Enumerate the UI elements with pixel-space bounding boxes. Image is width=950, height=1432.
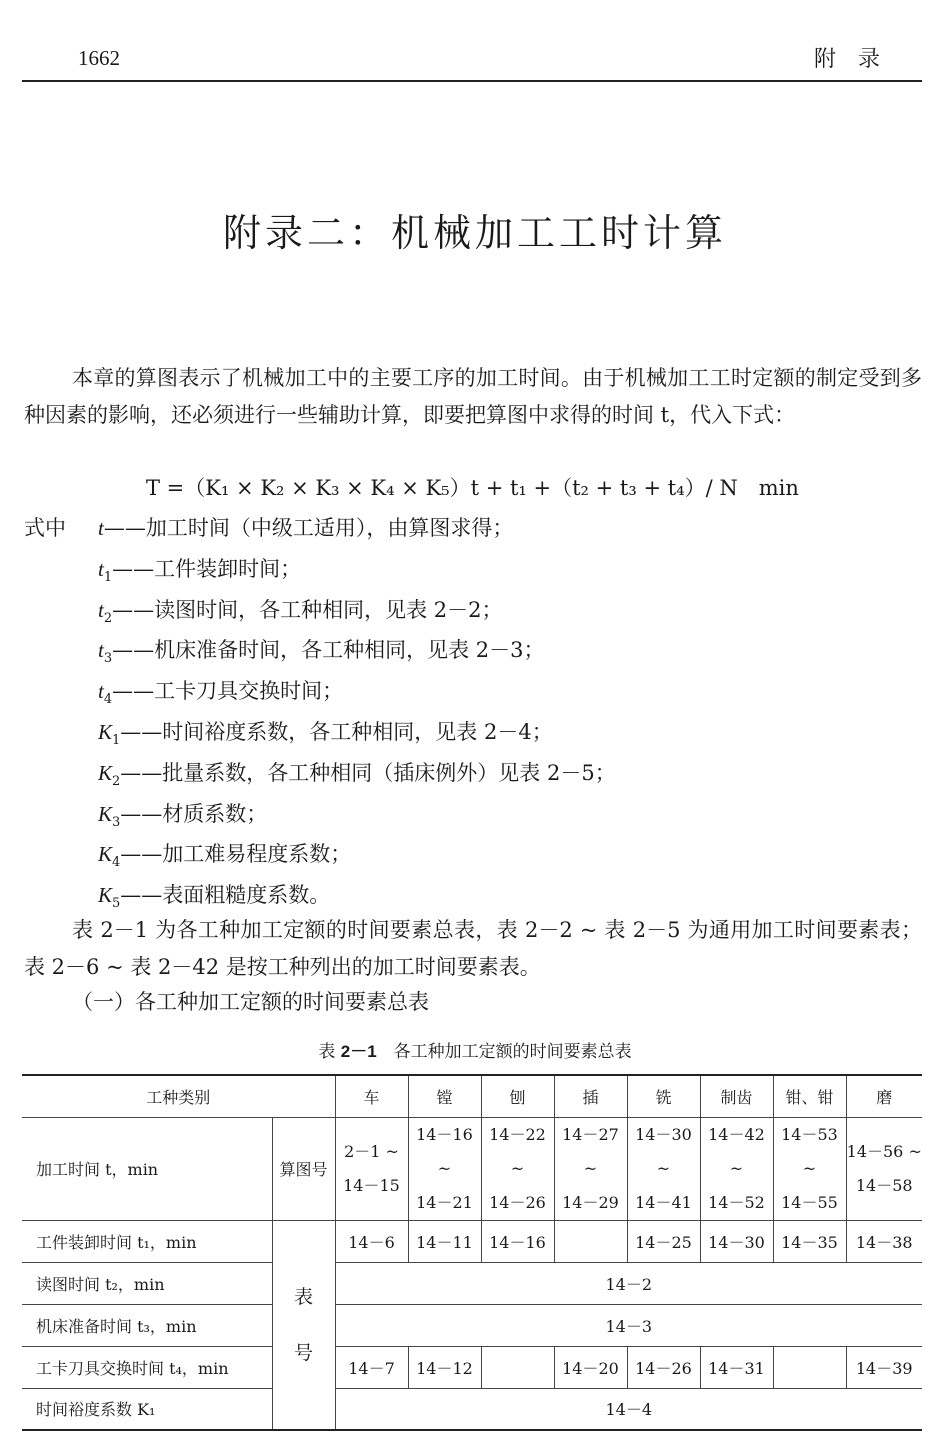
table-cell: 14－7 <box>335 1346 408 1388</box>
def-sub: 3 <box>103 651 113 667</box>
definition-row <box>24 834 616 875</box>
table-row-process-time <box>22 1117 922 1220</box>
chart-range-cell: 14－56 ~ 14－58 <box>846 1117 922 1220</box>
def-sub: 5 <box>112 896 121 912</box>
def-symbol: K <box>98 719 113 744</box>
table-cell-span: 14－2 <box>335 1262 922 1304</box>
defs-label: 式中 <box>24 516 66 540</box>
def-text: ——工卡刀具交换时间； <box>112 679 344 704</box>
table-caption-title: 各工种加工定额的时间要素总表 <box>393 1042 632 1062</box>
def-symbol: t <box>98 597 104 622</box>
table-row <box>22 1220 922 1262</box>
table-cell: 14－31 <box>700 1346 773 1388</box>
row-label: 时间裕度系数 K₁ <box>22 1388 272 1430</box>
column-header: 车 <box>335 1075 408 1117</box>
time-elements-table <box>22 1074 922 1431</box>
def-sub: 4 <box>103 692 113 708</box>
column-header: 刨 <box>481 1075 554 1117</box>
section-label: 附录 <box>813 47 902 72</box>
table-header-row <box>22 1075 922 1117</box>
definition-row <box>24 549 616 590</box>
table-cell: 14－30 <box>700 1220 773 1262</box>
def-symbol: t <box>98 679 104 704</box>
tables-paragraph-text: 表 2－1 为各工种加工定额的时间要素总表，表 2－2 ~ 表 2－5 为通用加工时间要素表；表 2－6 ~ 表 2－42 是按工种列出的加工时间要素表。 <box>24 918 922 979</box>
table-cell <box>554 1220 627 1262</box>
def-sub: 2 <box>103 610 113 626</box>
def-symbol: K <box>98 760 113 785</box>
def-text: ——时间裕度系数，各工种相同，见表 2－4； <box>120 719 553 744</box>
table-cell: 14－16 <box>481 1220 554 1262</box>
table-cell: 14－6 <box>335 1220 408 1262</box>
column-header: 磨 <box>846 1075 922 1117</box>
tables-paragraph <box>24 912 922 986</box>
chart-no-label: 算图号 <box>272 1117 335 1220</box>
definition-row <box>24 508 616 549</box>
row-label: 读图时间 t₂，min <box>22 1262 272 1304</box>
def-text: ——机床准备时间，各工种相同，见表 2－3； <box>112 638 545 663</box>
def-symbol: K <box>98 842 113 867</box>
definition-row <box>24 753 616 794</box>
header-label: 工种类别 <box>22 1075 335 1117</box>
chart-range-cell: 14－42 ~ 14－52 <box>700 1117 773 1220</box>
def-text: ——表面粗糙度系数。 <box>120 883 331 908</box>
intro-paragraph: 本章的算图表示了机械加工中的主要工序的加工时间。由于机械加工工时定额的制定受到多种因素的影响，还必须进行一些辅助计算，即要把算图中求得的时间 t，代入下式： <box>24 366 922 427</box>
column-header: 插 <box>554 1075 627 1117</box>
table-cell: 14－25 <box>627 1220 700 1262</box>
column-header: 镗 <box>408 1075 481 1117</box>
subheading: （一）各工种加工定额的时间要素总表 <box>72 990 429 1014</box>
definition-row <box>24 794 616 835</box>
table-row <box>22 1262 922 1304</box>
table-cell-span: 14－4 <box>335 1388 922 1430</box>
definition-row <box>24 630 616 671</box>
page-header <box>22 36 922 82</box>
def-symbol: t <box>98 556 104 581</box>
row-label: 工件装卸时间 t₁，min <box>22 1220 272 1262</box>
table-cell: 14－26 <box>627 1346 700 1388</box>
table-row <box>22 1304 922 1346</box>
definition-row <box>24 712 616 753</box>
table-row <box>22 1346 922 1388</box>
chart-range-cell: 14－53 ~ 14－55 <box>773 1117 846 1220</box>
table-no-label: 表 号 <box>272 1220 335 1430</box>
chart-range-cell: 14－27 ~ 14－29 <box>554 1117 627 1220</box>
definitions-list <box>24 508 616 916</box>
table-cell-span: 14－3 <box>335 1304 922 1346</box>
column-header: 钳、钳 <box>773 1075 846 1117</box>
def-text: ——材质系数； <box>120 801 268 826</box>
row-label: 加工时间 t，min <box>22 1117 272 1220</box>
table-row <box>22 1388 922 1430</box>
chart-range-cell: 2－1 ~ 14－15 <box>335 1117 408 1220</box>
table-cell <box>481 1346 554 1388</box>
def-symbol: K <box>98 801 113 826</box>
def-text: ——批量系数，各工种相同（插床例外）见表 2－5； <box>120 760 616 785</box>
chart-range-cell: 14－30 ~ 14－41 <box>627 1117 700 1220</box>
table-caption-number: 2－1 <box>340 1042 377 1061</box>
definition-row <box>24 590 616 631</box>
def-text: ——加工时间（中级工适用），由算图求得； <box>103 516 514 540</box>
row-label: 机床准备时间 t₃，min <box>22 1304 272 1346</box>
def-text: ——读图时间，各工种相同，见表 2－2； <box>112 597 503 622</box>
page-number: 1662 <box>78 46 120 70</box>
chart-range-cell: 14－22 ~ 14－26 <box>481 1117 554 1220</box>
column-header: 铣 <box>627 1075 700 1117</box>
def-sub: 1 <box>112 733 121 749</box>
def-sub: 4 <box>112 855 121 871</box>
page-title: 附录二：机械加工工时计算 <box>222 211 727 255</box>
def-text: ——加工难易程度系数； <box>120 842 352 867</box>
def-sub: 1 <box>103 569 113 585</box>
column-header: 制齿 <box>700 1075 773 1117</box>
def-symbol: K <box>98 883 113 908</box>
chart-range-cell: 14－16 ~ 14－21 <box>408 1117 481 1220</box>
table-cell: 14－20 <box>554 1346 627 1388</box>
def-symbol: t <box>98 638 104 663</box>
table-cell: 14－38 <box>846 1220 922 1262</box>
row-label: 工卡刀具交换时间 t₄，min <box>22 1346 272 1388</box>
definition-row <box>24 671 616 712</box>
def-sub: 3 <box>112 814 121 830</box>
table-cell <box>773 1346 846 1388</box>
table-caption: 表 2－1 各工种加工定额的时间要素总表 <box>318 1042 632 1062</box>
def-text: ——工件装卸时间； <box>112 556 302 581</box>
table-cell: 14－11 <box>408 1220 481 1262</box>
definition-row <box>24 875 616 916</box>
formula: T =（K₁ × K₂ × K₃ × K₄ × K₅）t + t₁ +（t₂ + t₃ + t₄）/ N min <box>146 476 799 500</box>
table-cell: 14－12 <box>408 1346 481 1388</box>
table-cell: 14－35 <box>773 1220 846 1262</box>
table-cell: 14－39 <box>846 1346 922 1388</box>
def-sub: 2 <box>112 773 121 789</box>
def-symbol: t <box>98 516 104 540</box>
intro-block <box>24 360 922 434</box>
